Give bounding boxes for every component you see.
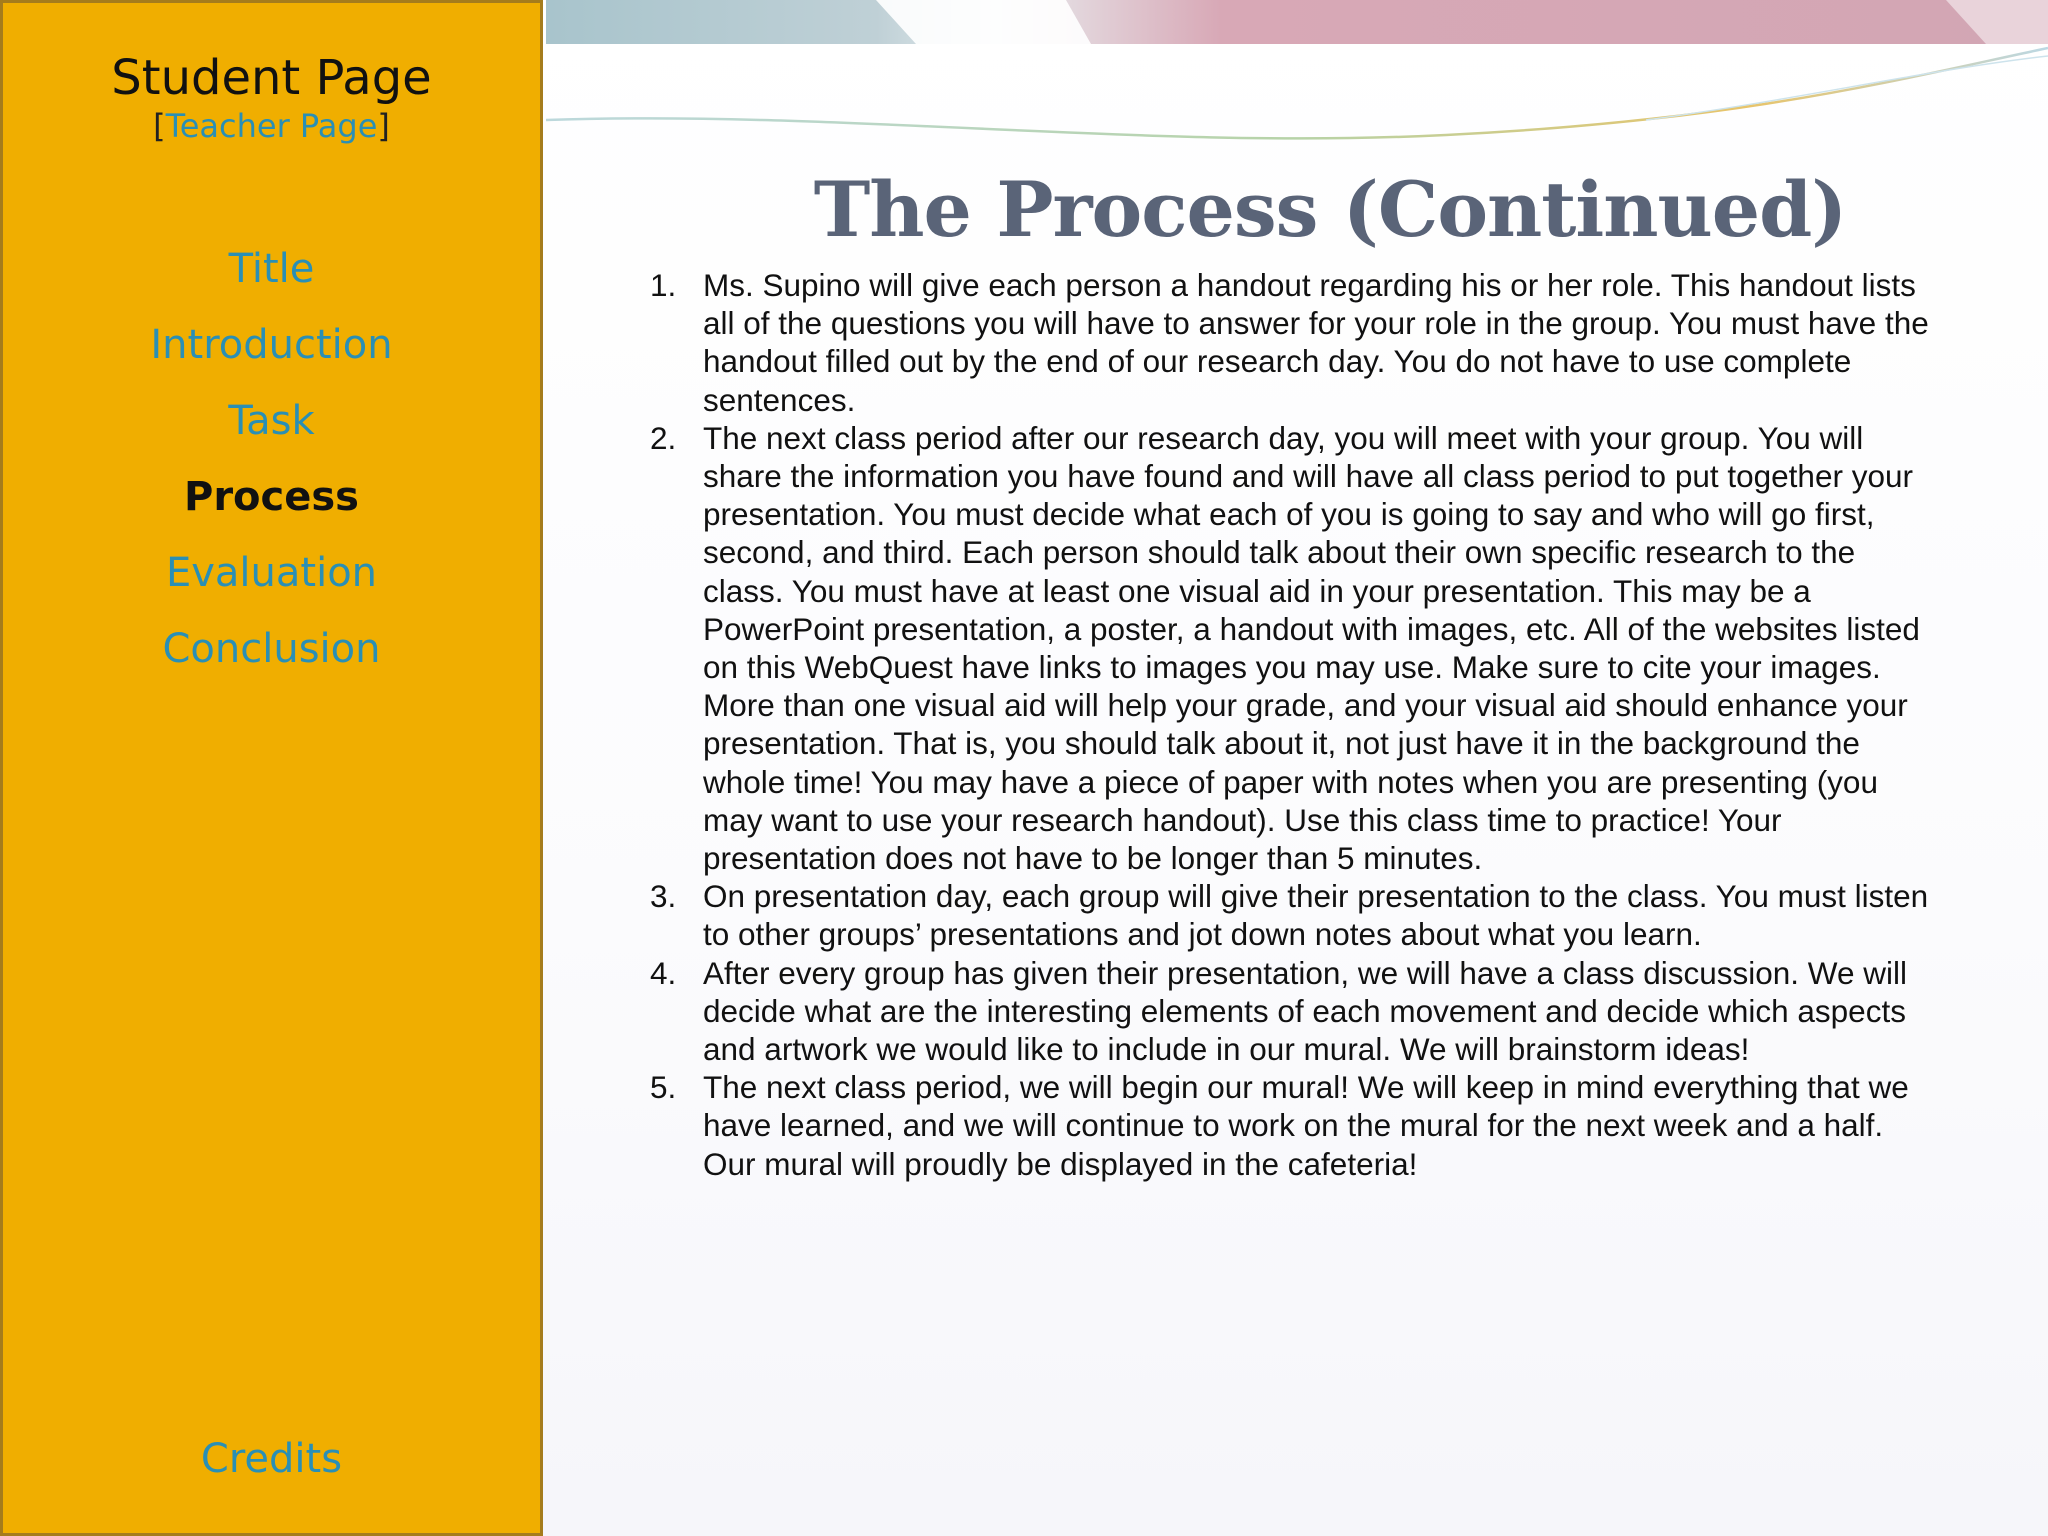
top-color-band — [546, 0, 2048, 44]
step-text: On presentation day, each group will give their presentation to the class. You must listen to other groups’ presentations and jot down notes about what you learn. — [703, 878, 1929, 953]
step-number: 4. — [650, 954, 677, 991]
step-text: Ms. Supino will give each person a handout regarding his or her role. This handout lists all of the questions you will have to answer for your role in the group. You must have the handout filled out by the end of our research day. You do not have to use complete sentences. — [703, 267, 1929, 418]
step-text: After every group has given their presentation, we will have a class discussion. We will decide what are the interesting elements of each movement and decide which aspects and artwork we would like to include in our mural. We will brainstorm ideas! — [703, 954, 1907, 1068]
sidebar-header — [3, 49, 540, 145]
step-number: 5. — [650, 1069, 677, 1106]
nav-item-credits[interactable]: Credits — [200, 1436, 343, 1482]
sidebar — [0, 0, 543, 1536]
swoosh-line-faint — [1646, 56, 2048, 120]
list-item — [650, 954, 1930, 1069]
process-steps-list — [650, 266, 1930, 1183]
nav-item-process: Process — [184, 474, 359, 520]
list-item — [650, 266, 1930, 419]
step-number: 2. — [650, 419, 677, 456]
close-bracket: ] — [377, 107, 390, 145]
open-bracket: [ — [153, 107, 166, 145]
nav-item-introduction[interactable]: Introduction — [150, 322, 393, 368]
header-decoration — [546, 0, 2048, 160]
swoosh-line — [546, 48, 2048, 138]
sidebar-nav — [3, 231, 540, 687]
student-page-heading: Student Page — [111, 50, 432, 106]
nav-item-task[interactable]: Task — [228, 398, 315, 444]
nav-item-conclusion[interactable]: Conclusion — [162, 626, 381, 672]
list-item — [650, 419, 1930, 877]
teacher-page-link[interactable]: Teacher Page — [165, 107, 378, 145]
list-item — [650, 1068, 1930, 1183]
list-item — [650, 877, 1930, 953]
teacher-page-link-wrapper — [3, 107, 540, 145]
step-number: 3. — [650, 878, 677, 915]
nav-item-evaluation[interactable]: Evaluation — [165, 550, 378, 596]
step-text: The next class period, we will begin our mural! We will keep in mind everything that we have learned, and we will continue to work on the mural for the next week and a half. Our mural will proudly be displayed in the cafeteria! — [703, 1069, 1909, 1182]
step-text: The next class period after our research day, you will meet with your group. You will share the information you have found and will have all class period to put together your presentation. You must decide what each of you is going to say and who will go first, second, and third. Each person should talk about their own specific research to the class. You must have at least one visual aid in your presentation. This may be a PowerPoint presentation, a poster, a handout with images, etc. All of the websites listed on this WebQuest have links to images you may use. Make sure to cite your images. More than one visual aid will help your grade, and your visual aid should enhance your presentation. That is, you should talk about it, not just have it in the background the whole time! You may have a piece of paper with notes when you are presenting (you may want to use your research handout). Use this class time to practice! Your presentation does not have to be longer than 5 minutes. — [703, 419, 1920, 877]
step-number: 1. — [650, 267, 677, 303]
nav-item-title[interactable]: Title — [228, 246, 315, 292]
page-title: The Process (Continued) — [813, 165, 1847, 254]
